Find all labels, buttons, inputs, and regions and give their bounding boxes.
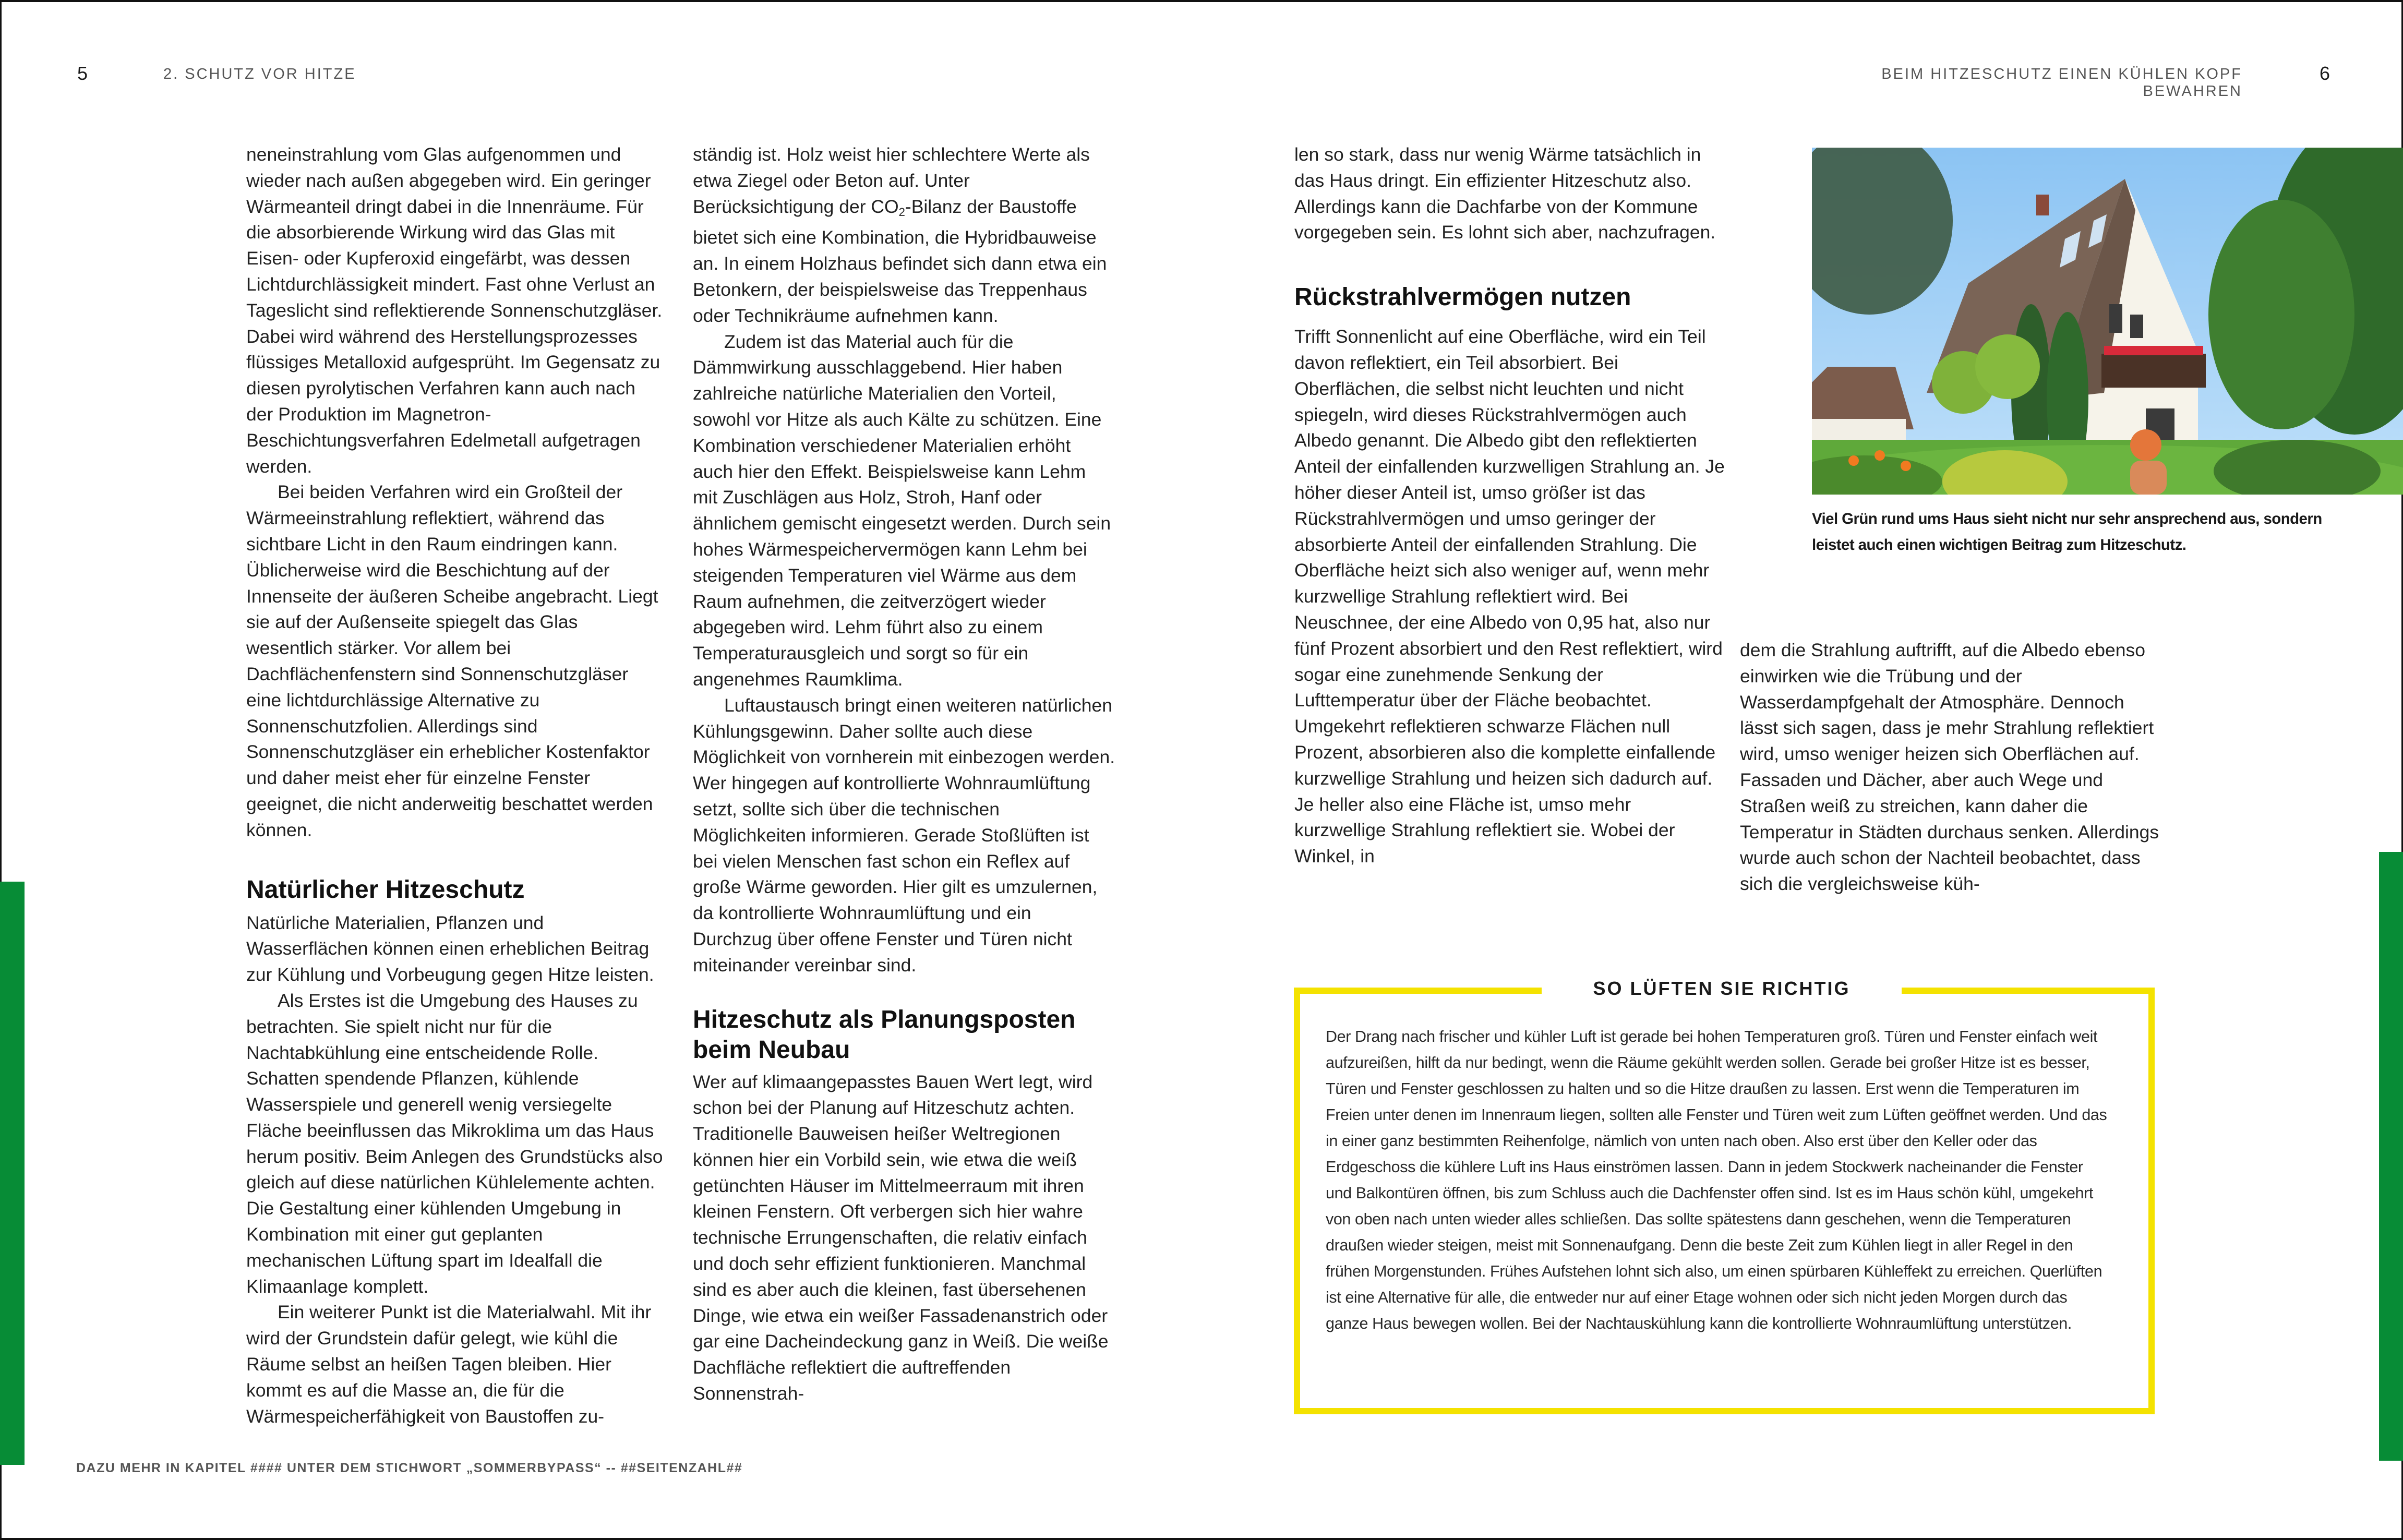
section-heading-natuerlicher-hitzeschutz: Natürlicher Hitzeschutz: [246, 875, 525, 904]
right-page-number: 6: [2320, 63, 2330, 84]
chapter-tab-right: [2379, 852, 2403, 1461]
paragraph: Zudem ist das Material auch für die Dämmwirkung ausschlaggebend. Hier haben zahlreiche natürliche Materialien den Vorteil, sowohl vor Hitze als auch Kälte zu schützen. Eine Kombination verschiedener Materialien erhöht auch hier den Effekt. Beispielsweise kann Lehm mit Zuschlägen aus Holz, Stroh, Hanf oder ähnlichem gemischt eingesetzt werden. Durch sein hohes Wärmespeichervermögen kann Lehm bei steigenden Temperaturen viel Wärme aus dem Raum aufnehmen, die zeitverzögert wieder abgegeben wird. Lehm führt also zu einem Temperaturausgleich und sorgt so für ein angenehmes Raumklima.: [693, 331, 1111, 690]
section-heading-planungsposten: Hitzeschutz als Planungsposten beim Neubau: [693, 1005, 1076, 1064]
footer-cross-reference: DAZU MEHR IN KAPITEL #### UNTER DEM STICHWORT „SOMMERBYPASS“ -- ##SEITENZAHL##: [76, 1461, 743, 1475]
paragraph: Ein weiterer Punkt ist die Materialwahl. Mit ihr wird der Grundstein dafür gelegt, wie kühl die Räume selbst an heißen Tagen bleiben. Hier kommt es auf die Masse an, die für die Wärmespeicherfähigkeit von Baustoffen zu-: [246, 1302, 652, 1427]
paragraph: len so stark, dass nur wenig Wärme tatsächlich in das Haus dringt. Ein effizienter Hitzeschutz also. Allerdings kann die Dachfarbe von der Kommune vorgegeben sein. Es lohnt sich aber, nachzufragen.: [1294, 144, 1716, 243]
paragraph: dem die Strahlung auftrifft, auf die Albedo ebenso einwirken wie die Trübung und der Wasserdampfgehalt der Atmosphäre. Dennoch lässt sich sagen, dass je mehr Strahlung reflektiert wird, umso weniger heizen sich Oberflächen auf. Fassaden und Dächer, aber auch Wege und Straßen weiß zu streichen, kann daher die Temperatur in Städten durchaus senken. Allerdings wurde auch schon der Nachteil beobachtet, dass sich die vergleichsweise küh-: [1740, 640, 2159, 895]
page-border-top: [0, 0, 2403, 2]
house-garden-photo: [1812, 148, 2403, 495]
photo-illustration-icon: [1812, 148, 2403, 495]
paragraph: neneinstrahlung vom Glas aufgenommen und wieder nach außen abgegeben wird. Ein geringer Wärmeanteil dringt dabei in die Innenräume. Für die absorbierende Wirkung wird das Glas mit Eisen- oder Kupferoxid eingefärbt, was dessen Lichtdurchlässigkeit mindert. Fast ohne Verlust an Tageslicht sind reflektierende Sonnenschutzgläser. Dabei wird während des Herstellungsprozesses flüssiges Metalloxid aufgesprüht. Im Gegensatz zu diesen pyrolytischen Verfahren kann auch nach der Produktion im Magnetron-Beschichtungsverfahren Edelmetall aufgetragen werden.: [246, 144, 663, 477]
paragraph: Als Erstes ist die Umgebung des Hauses zu betrachten. Sie spielt nicht nur für die Nachtabkühlung eine entscheidende Rolle. Schatten spendende Pflanzen, kühlende Wasserspiele und generell wenig versiegelte Fläche beeinflussen das Mikroklima um das Haus herum positiv. Beim Anlegen des Grundstücks also gleich auf diese natürlichen Kühlelemente achten. Die Gestaltung einer kühlenden Umgebung in Kombination mit einer gut geplanten mechanischen Lüftung spart im Idealfall die Klimaanlage komplett.: [246, 990, 663, 1297]
paragraph: Natürliche Materialien, Pflanzen und Wasserflächen können einen erheblichen Beitrag zur Kühlung und Vorbeugung gegen Hitze leisten.: [246, 912, 654, 985]
paragraph: [693, 142, 1115, 329]
section-heading-rueckstrahlvermoegen: Rückstrahlvermögen nutzen: [1294, 283, 1631, 311]
left-page-number: 5: [77, 63, 88, 84]
paragraph: Bei beiden Verfahren wird ein Großteil der Wärmeeinstrahlung reflektiert, während das sichtbare Licht in den Raum eindringen kann. Üblicherweise wird die Beschichtung auf der Innenseite der äußeren Scheibe angebracht. Liegt sie auf der Außenseite spiegelt das Glas wesentlich stärker. Vor allem bei Dachflächenfenstern sind Sonnenschutzgläser eine lichtdurchlässige Alternative zu Sonnenschutzfolien. Allerdings sind Sonnenschutzgläser ein erheblicher Kostenfaktor und daher meist eher für einzelne Fenster geeignet, die nicht anderweitig beschattet werden können.: [246, 482, 658, 840]
text-column-3: [1294, 142, 1727, 870]
left-running-head: 2. SCHUTZ VOR HITZE: [163, 66, 356, 82]
info-box-title: SO LÜFTEN SIE RICHTIG: [1593, 978, 1851, 999]
text-run: -Bilanz der Baustoffe bietet sich eine Kombination, die Hybridbauweise an. In einem Holzhaus befindet sich dann etwa ein Betonkern, der beispielsweise das Treppenhaus oder Technikräume aufnehmen kann.: [693, 196, 1107, 326]
page-border-bottom: [0, 1538, 2403, 1540]
text-run: ständig ist. Holz weist hier schlechtere Werte als etwa Ziegel oder Beton auf. Unter Berücksichtigung der CO: [693, 144, 1090, 217]
info-box-title-wrap: [1542, 973, 1902, 1004]
right-running-head: BEIM HITZESCHUTZ EINEN KÜHLEN KOPF BEWAHREN: [1881, 66, 2242, 100]
text-column-4: [1740, 637, 2165, 897]
text-column-2: [693, 142, 1115, 1407]
paragraph: Luftaustausch bringt einen weiteren natürlichen Kühlungsgewinn. Daher sollte auch diese Möglichkeit von vornherein mit einbezogen werden. Wer hingegen auf kontrollierte Wohnraumlüftung setzt, sollte sich über die technischen Möglichkeiten informieren. Gerade Stoßlüften ist bei vielen Menschen fast schon ein Reflex auf große Wärme geworden. Hier gilt es umzulernen, da kontrollierte Wohnraumlüftung und ein Durchzug über offene Fenster und Türen nicht miteinander vereinbar sind.: [693, 694, 1115, 976]
paragraph: Trifft Sonnenlicht auf eine Oberfläche, wird ein Teil davon reflektiert, ein Teil absorbiert. Bei Oberflächen, die selbst nicht leuchten und nicht spiegeln, wird dieses Rückstrahlvermögen auch Albedo genannt. Die Albedo gibt den reflektierten Anteil der einfallenden kurzwelligen Strahlung an. Je höher dieser Anteil ist, umso größer ist das Rückstrahlvermögen und umso geringer der absorbierte Anteil der einfallenden Strahlung. Die Oberfläche heizt sich also weniger auf, wenn mehr kurzwellige Strahlung reflektiert wird. Bei Neuschnee, der eine Albedo von 0,95 hat, also nur fünf Prozent absorbiert und den Rest reflektiert, wird sogar eine zunehmende Senkung der Lufttemperatur über der Fläche beobachtet. Umgekehrt reflektieren schwarze Flächen null Prozent, absorbieren also die komplette einfallende kurzwellige Strahlung und heizen sich dadurch auf. Je heller also eine Fläche ist, umso mehr kurzwellige Strahlung reflektiert sie. Wobei der Winkel, in: [1294, 326, 1725, 867]
paragraph: Wer auf klimaangepasstes Bauen Wert legt, wird schon bei der Planung auf Hitzeschutz achten. Traditionelle Bauweisen heißer Weltregionen können hier ein Vorbild sein, wie etwa die weiß getünchten Häuser im Mittelmeerraum mit ihren kleinen Fenstern. Oft verbergen sich hier wahre technische Errungenschaften, die relativ einfach und doch sehr effizient funktionieren. Manchmal sind es aber auch die kleinen, fast übersehenen Dinge, wie etwa ein weißer Fassadenanstrich oder gar eine Dacheindeckung ganz in Weiß. Die weiße Dachfläche reflektiert die auftreffenden Sonnenstrah-: [693, 1071, 1109, 1404]
subscript: 2: [898, 205, 905, 219]
chapter-tab-left: [0, 882, 25, 1465]
info-box-text: Der Drang nach frischer und kühler Luft ist gerade bei hohen Temperaturen groß. Türen und Fenster einfach weit aufzureißen, hilft da nur bedingt, wenn die Räume gekühlt werden sollen. Gerade bei großer Hitze ist es besser, Türen und Fenster geschlossen zu halten und so die Hitze draußen zu lassen. Erst wenn die Temperaturen im Freien unter denen im Innenraum liegen, sollten alle Fenster und Türen weit zum Lüften geöffnet werden. Und das in einer ganz bestimmten Reihenfolge, nämlich von unten nach oben. Also erst über den Keller oder das Erdgeschoss die kühlere Luft ins Haus einströmen lassen. Dann in jedem Stockwerk nacheinander die Fenster und Balkontüren öffnen, bis zum Schluss auch die Dachfenster offen sind. Ist es im Haus schön kühl, umgekehrt von oben nach unten wieder alles schließen. Das sollte spätestens dann geschehen, wenn die Temperaturen draußen wieder steigen, meist mit Sonnenaufgang. Denn die beste Zeit zum Kühlen liegt in aller Regel in den frühen Morgenstunden. Frühes Aufstehen lohnt sich also, um einen spürbaren Kühleffekt zu erreichen. Querlüften ist eine Alternative für alle, die entweder nur auf einer Etage wohnen oder sich nicht jeden Morgen durch das ganze Haus bewegen wollen. Bei der Nachtauskühlung kann die kontrollierte Wohnraumlüftung unterstützen.: [1326, 1028, 2107, 1332]
photo-caption: Viel Grün rund ums Haus sieht nicht nur sehr ansprechend aus, sondern leistet auch einen wichtigen Beitrag zum Hitzeschutz.: [1812, 510, 2322, 554]
text-column-1: [246, 142, 664, 1429]
